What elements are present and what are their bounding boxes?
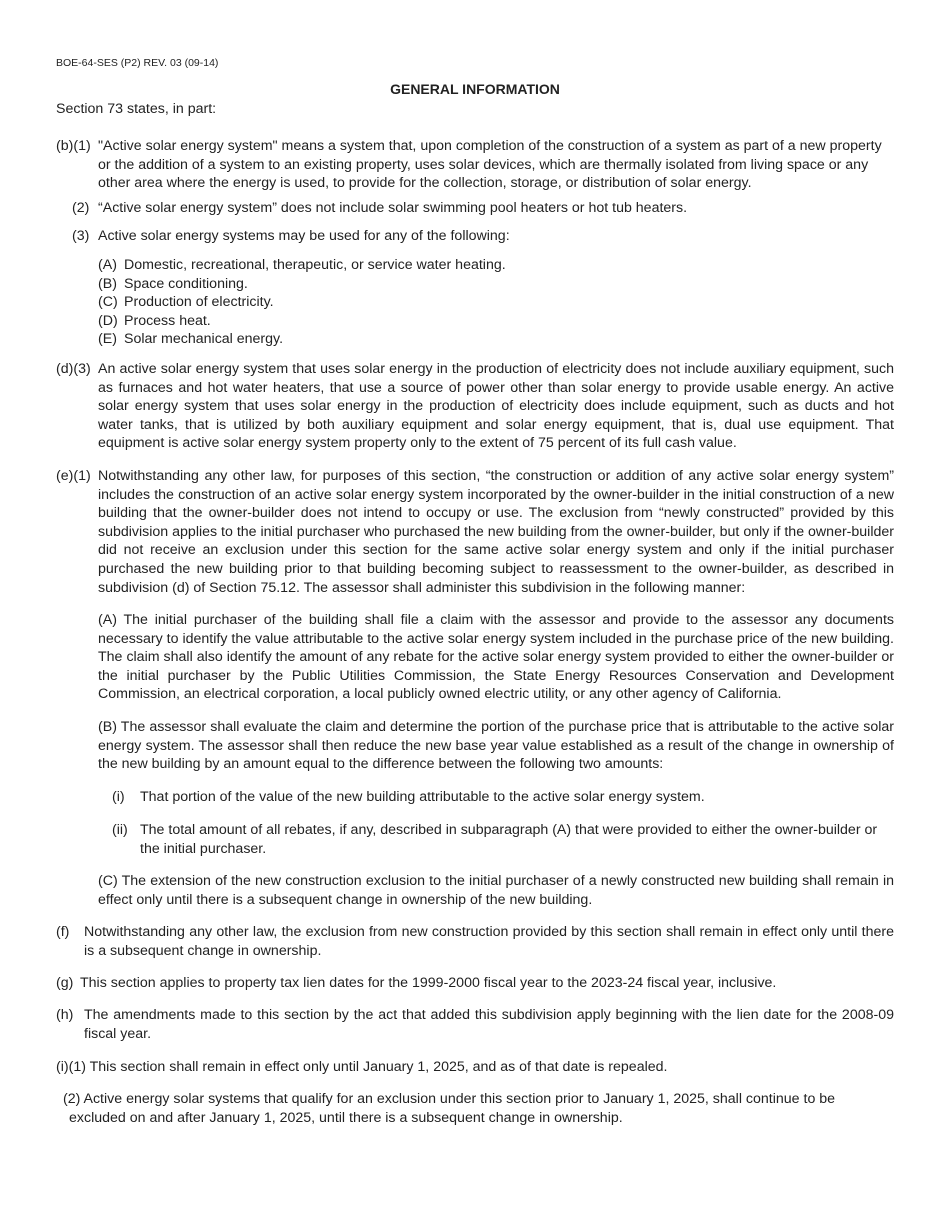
section-h [56, 1006, 894, 1043]
clause-text: That portion of the value of the new building attributable to the active solar energy system. [140, 789, 705, 805]
section-text: “Active solar energy system” does not include solar swimming pool heaters or hot tub heaters. [98, 200, 688, 216]
list-item [98, 275, 888, 294]
clause-label: (i) [112, 789, 125, 805]
section-label: (h) [56, 1007, 74, 1023]
list-item-label: (A) [98, 257, 117, 273]
list-item-label: (C) [98, 294, 118, 311]
section-label: (e)(1) [56, 468, 91, 484]
clause-label: (ii) [112, 822, 128, 838]
section-d3 [56, 360, 894, 453]
section-f [56, 923, 894, 960]
list-item-text: Domestic, recreational, therapeutic, or service water heating. [124, 257, 506, 273]
section-label: (b)(1) [56, 138, 91, 154]
section-text: "Active solar energy system" means a system that, upon completion of the construction of a system as part of a new property or the addition of a system to an existing property, uses solar devices, which are thermally isolated from living space or any other area where the energy is used, to provide for the collection, storage, or distribution of solar energy. [98, 138, 882, 192]
section-i2 [63, 1090, 886, 1127]
list-item-text: Space conditioning. [124, 275, 248, 292]
section-b1 [56, 137, 894, 193]
section-label: (d)(3) [56, 361, 91, 377]
subparagraph-b: (B) The assessor shall evaluate the claim and determine the portion of the purchase price that is attributable to the active solar energy system. The assessor shall then reduce the new base year value established as a result of the change in ownership of the new building by an amount equal to the difference between the following two amounts: [98, 719, 894, 773]
section-b3 [72, 227, 892, 246]
clause-text: The total amount of all rebates, if any, described in subparagraph (A) that were provided to either the owner-builder or the initial purchaser. [140, 822, 878, 857]
list-item-text: Solar mechanical energy. [124, 331, 284, 348]
section-text: Active solar energy systems may be used for any of the following: [98, 228, 510, 244]
uses-list [98, 256, 888, 349]
section-text: This section applies to property tax lien dates for the 1999-2000 fiscal year to the 2023-24 fiscal year, inclusive. [80, 975, 777, 991]
clause-ii [112, 821, 894, 858]
section-text: An active solar energy system that uses solar energy in the production of electricity does not include auxiliary equipment, such as furnaces and hot water heaters, that use a source of power other than solar energy to provide usable energy. An active solar energy system that uses solar energy in the production of electricity does include equipment, such as ducts and hot water tanks, that is utilized by both auxiliary equipment and solar energy equipment, that is, dual use equipment. That equipment is active solar energy system property only to the extent of 75 percent of its full cash value. [98, 361, 894, 452]
list-item [98, 330, 888, 349]
list-item-text: Production of electricity. [124, 294, 274, 311]
section-g [56, 974, 894, 993]
section-label: (3) [72, 228, 90, 244]
page-title: GENERAL INFORMATION [390, 81, 560, 97]
clause-i [112, 788, 894, 807]
section-text: Notwithstanding any other law, for purposes of this section, “the construction or addition of any active solar energy system” includes the construction of an active solar energy system incorporated by the owner-builder in the initial construction of a new building that the owner-builder does not intend to occupy or use. The exclusion from “newly constructed” provided by this subdivision applies to the initial purchaser who purchased the new building from the owner-builder, but only if the owner-builder did not receive an exclusion under this section for the same active solar energy system and only if the initial purchaser purchased the new building prior to that building becoming subject to reassessment to the owner-builder, as described in subdivision (d) of Section 75.12. The assessor shall administer this subdivision in the following manner: [98, 468, 894, 596]
section-label: (2) [72, 200, 90, 216]
section-text: Notwithstanding any other law, the exclusion from new construction provided by this section shall remain in effect only until there is a subsequent change in ownership. [84, 924, 894, 959]
list-item [98, 256, 888, 275]
section-i2-continuation: excluded on and after January 1, 2025, until there is a subsequent change in ownership. [69, 1109, 623, 1126]
subparagraph-a: (A) The initial purchaser of the building shall file a claim with the assessor and provide to the assessor any documents necessary to identify the value attributable to the active solar energy system included in the purchase price of the new building. The claim shall also identify the amount of any rebate for the active solar energy system provided to either the owner-builder or the initial purchaser by the Public Utilities Commission, the State Energy Resources Conservation and Development Commission, an electrical corporation, a local publicly owned electric utility, or any other agency of California. [98, 612, 894, 703]
list-item-label: (B) [98, 275, 117, 292]
list-item [98, 293, 888, 312]
section-text: The amendments made to this section by the act that added this subdivision apply beginning with the lien date for the 2008-09 fiscal year. [84, 1007, 894, 1042]
section-b2 [72, 199, 892, 218]
list-item-text: Process heat. [124, 312, 211, 329]
section-label: (g) [56, 975, 74, 991]
section-i1: (i)(1) This section shall remain in effect only until January 1, 2025, and as of that date is repealed. [56, 1059, 668, 1075]
subparagraph-c: (C) The extension of the new construction exclusion to the initial purchaser of a newly constructed new building shall remain in effect only until there is a subsequent change in ownership of the new building. [98, 873, 894, 908]
list-item-label: (E) [98, 331, 117, 348]
list-item-label: (D) [98, 312, 118, 329]
intro-text: Section 73 states, in part: [56, 101, 217, 117]
section-i2-first-line: (2) Active energy solar systems that qualify for an exclusion under this section prior to January 1, 2025, shall continue to be [63, 1091, 836, 1107]
list-item [98, 312, 888, 331]
section-e1 [56, 467, 894, 597]
section-label: (f) [56, 924, 70, 940]
form-identifier: BOE-64-SES (P2) REV. 03 (09-14) [56, 57, 219, 69]
